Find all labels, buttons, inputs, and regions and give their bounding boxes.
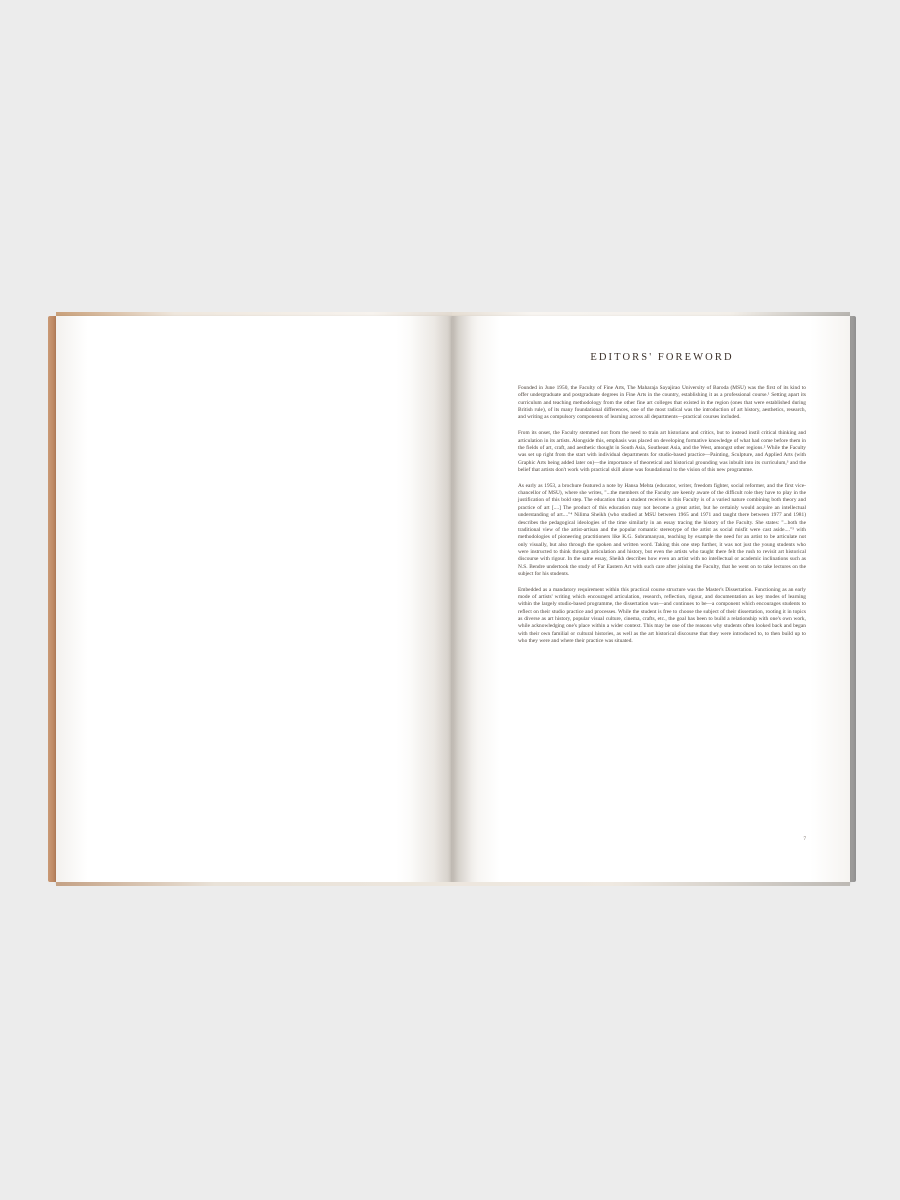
blank-verso-page [56,316,452,882]
paragraph-2: From its onset, the Faculty stemmed not from the need to train art historians and critics, but to instead instil critical thinking and articulation in its artists. Alongside this, emphasis was placed on developing formative knowledge of what had come before them in the fields of art, craft, and aesthetic thought in South Asia, Southeast Asia, and the West, amongst other regions.² While the Faculty was set up right from the start with individual departments for studio-based practice—Painting, Sculpture, and Applied Arts (with Graphic Arts being added later on)—the importance of theoretical and historical grounding was inbuilt into its curriculum,³ and the belief that artists don't work with practical skill alone was foundational to the vision of this new programme. [518,430,806,473]
paragraph-3: As early as 1953, a brochure featured a note by Hansa Mehta (educator, writer, freedom fighter, social reformer, and the first vice-chancellor of MSU), where she writes, "...the members of the Faculty are keenly aware of the difficult role they have to play in the justification of this bold step. The education that a student receives in this Faculty is of a varied nature combining both theory and practice of art [....] The product of this education may not become a great artist, but he certainly would acquire an intellectual understanding of art...."⁴ Nilima Sheikh (who studied at MSU between 1965 and 1971 and taught there between 1977 and 1981) describes the pedagogical ideologies of the time similarly in an essay tracing the history of the Faculty. She states: "...both the traditional view of the artist-artisan and the popular romantic stereotype of the artist as social misfit were cast aside...."⁵ with methodologies of pioneering practitioners like K.G. Subramanyan, teaching by example the need for an artist to be articulate not only visually, but also through the spoken and written word. Taking this one step further, it was not just the young students who were instructed to think through articulation and history, but even the artists who taught there felt the rush to revisit art historical discourse with rigour. In the same essay, Sheikh describes how even an artist with no intellectual or academic inclinations such as N.S. Bendre undertook the study of Far Eastern Art with such care after joining the Faculty, that he went on to take lectures on the subject for his students. [518,482,806,577]
paragraph-4: Embedded as a mandatory requirement within this practical course structure was the Master's Dissertation. Functioning as an early mode of artists' writing which encouraged articulation, research, reflection, rigour, and documentation as key modes of learning within the largely studio-based programme, the dissertation was—and continues to be—a component which encourages students to reflect on their studio practice and processes. While the student is free to choose the subject of their dissertation, rooting it in topics as diverse as art history, popular visual culture, cinema, crafts, etc., the goal has been to build a relationship with one's own work, while acknowledging one's place within a wider context. This may be one of the reasons why students often looked back and began with their own familial or cultural histories, as well as the art historical discourse that they were introduced to, to then build up to who they were and where their practice was situated. [518,586,806,645]
page-text-block [518,340,806,858]
page-title: EDITORS' FOREWORD [590,352,734,363]
open-book [48,316,856,882]
page-bottom-edge [56,882,850,886]
foreword-recto-page [452,316,850,882]
page-number: 7 [803,837,806,842]
paragraph-1: Founded in June 1950, the Faculty of Fine Arts, The Maharaja Sayajirao University of Baroda (MSU) was the first of its kind to offer undergraduate and postgraduate degrees in Fine Arts in the country, establishing it as a professional course.¹ Setting apart its curriculum and teaching methodology from the other fine art colleges that existed in the region (ones that were established during British rule), of its many foundational differences, one of the most radical was the introduction of art history, aesthetics, research, and writing as compulsory components of learning across all departments—practical courses included. [518,385,806,421]
body-text-column [518,385,806,646]
